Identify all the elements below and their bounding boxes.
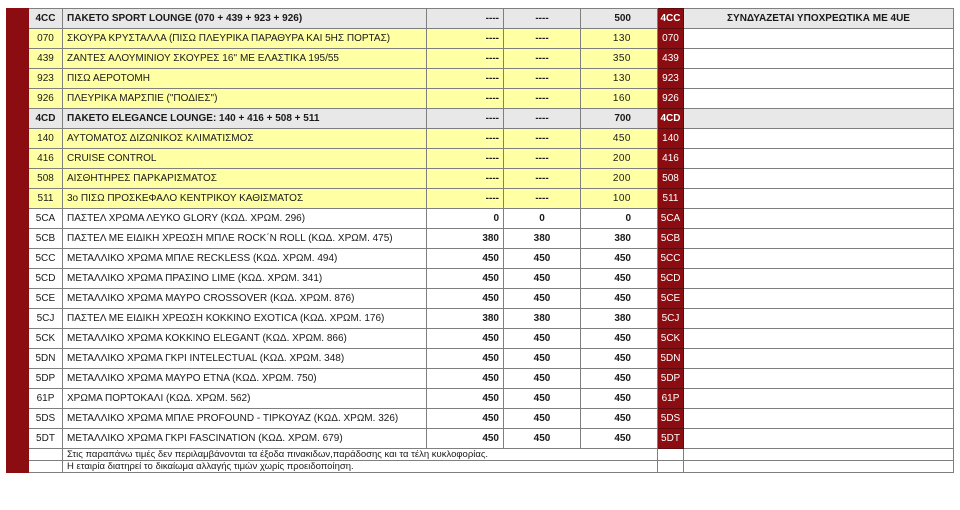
table-row	[7, 389, 954, 409]
option-note	[684, 429, 954, 449]
option-description: 3ο ΠΙΣΩ ΠΡΟΣΚΕΦΑΛΟ ΚΕΝΤΡΙΚΟΥ ΚΑΘΙΣΜΑΤΟΣ	[63, 189, 427, 209]
option-note	[684, 269, 954, 289]
price-column-1: 0	[427, 209, 504, 229]
price-column-1: 450	[427, 289, 504, 309]
option-code: 5CC	[29, 249, 63, 269]
row-marker-strip	[7, 349, 29, 369]
table-row	[7, 249, 954, 269]
option-code: 5DT	[29, 429, 63, 449]
option-code: 4CC	[29, 9, 63, 29]
price-column-1: 450	[427, 369, 504, 389]
option-code: 5CD	[29, 269, 63, 289]
row-marker-strip	[7, 189, 29, 209]
table-row	[7, 309, 954, 329]
price-column-2: ----	[504, 109, 581, 129]
price-column-2: ----	[504, 69, 581, 89]
price-column-1: 450	[427, 349, 504, 369]
option-note	[684, 289, 954, 309]
option-note	[684, 349, 954, 369]
option-description: ΜΕΤΑΛΛΙΚΟ ΧΡΩΜΑ ΜΑΥΡΟ CROSSOVER (ΚΩΔ. ΧΡΩΜ. 876)	[63, 289, 427, 309]
price-column-1: ----	[427, 169, 504, 189]
option-note	[684, 169, 954, 189]
option-description: ΜΕΤΑΛΛΙΚΟ ΧΡΩΜΑ ΜΑΥΡΟ ETNA (ΚΩΔ. ΧΡΩΜ. 750)	[63, 369, 427, 389]
table-row	[7, 109, 954, 129]
price-column-1: ----	[427, 149, 504, 169]
option-note	[684, 69, 954, 89]
option-code: 923	[29, 69, 63, 89]
price-column-3: 500	[581, 9, 658, 29]
price-column-3: 130	[581, 69, 658, 89]
option-code-repeat: 511	[658, 189, 684, 209]
option-note	[684, 109, 954, 129]
option-code-repeat: 508	[658, 169, 684, 189]
price-column-3: 450	[581, 329, 658, 349]
option-note	[684, 409, 954, 429]
price-column-2: 380	[504, 229, 581, 249]
option-note	[684, 249, 954, 269]
price-column-3: 450	[581, 249, 658, 269]
table-row	[7, 289, 954, 309]
row-marker-strip	[7, 249, 29, 269]
row-marker-strip	[7, 109, 29, 129]
footer-blank-cell	[29, 461, 63, 473]
option-description: CRUISE CONTROL	[63, 149, 427, 169]
price-column-3: 450	[581, 129, 658, 149]
price-column-1: ----	[427, 49, 504, 69]
price-column-2: 450	[504, 429, 581, 449]
price-column-1: 380	[427, 229, 504, 249]
price-column-2: 450	[504, 369, 581, 389]
option-description: ΖΑΝΤΕΣ ΑΛΟΥΜΙΝΙΟΥ ΣΚΟΥΡΕΣ 16'' ΜΕ ΕΛΑΣΤΙΚΑ 195/55	[63, 49, 427, 69]
option-description: ΠΛΕΥΡΙΚΑ ΜΑΡΣΠΙΕ ("ΠΟΔΙΕΣ")	[63, 89, 427, 109]
option-description: ΠΑΣΤΕΛ ΜΕ ΕΙΔΙΚΗ ΧΡΕΩΣΗ ΚΟΚΚΙΝΟ EXOTICA (ΚΩΔ. ΧΡΩΜ. 176)	[63, 309, 427, 329]
price-list-table	[6, 8, 954, 473]
price-column-2: 450	[504, 269, 581, 289]
price-column-2: 450	[504, 329, 581, 349]
table-row	[7, 229, 954, 249]
price-column-2: 450	[504, 409, 581, 429]
option-description: ΠΑΚΕΤΟ ELEGANCE LOUNGE: 140 + 416 + 508 + 511	[63, 109, 427, 129]
option-note	[684, 129, 954, 149]
option-code: 4CD	[29, 109, 63, 129]
option-description: ΜΕΤΑΛΛΙΚΟ ΧΡΩΜΑ ΜΠΛΕ PROFOUND - ΤΙΡΚΟΥΑΖ (ΚΩΔ. ΧΡΩΜ. 326)	[63, 409, 427, 429]
option-code-repeat: 5CJ	[658, 309, 684, 329]
price-column-1: ----	[427, 29, 504, 49]
option-code: 511	[29, 189, 63, 209]
price-column-1: ----	[427, 89, 504, 109]
option-note	[684, 49, 954, 69]
option-note: ΣΥΝΔΥΑΖΕΤΑΙ ΥΠΟΧΡΕΩΤΙΚΑ ΜΕ 4UE	[684, 9, 954, 29]
option-code: 5CK	[29, 329, 63, 349]
row-marker-strip	[7, 49, 29, 69]
price-list-body	[7, 9, 954, 473]
option-code: 5DN	[29, 349, 63, 369]
option-description: ΠΑΣΤΕΛ ΧΡΩΜΑ ΛΕΥΚΟ GLORY (ΚΩΔ. ΧΡΩΜ. 296)	[63, 209, 427, 229]
table-row	[7, 429, 954, 449]
price-column-1: 450	[427, 429, 504, 449]
option-code-repeat: 923	[658, 69, 684, 89]
price-column-2: 450	[504, 349, 581, 369]
row-marker-strip	[7, 329, 29, 349]
row-marker-strip	[7, 409, 29, 429]
row-marker-strip	[7, 309, 29, 329]
table-row	[7, 129, 954, 149]
row-marker-strip	[7, 29, 29, 49]
price-column-3: 0	[581, 209, 658, 229]
price-column-1: 380	[427, 309, 504, 329]
option-code-repeat: 5DN	[658, 349, 684, 369]
option-description: ΠΙΣΩ ΑΕΡΟΤΟΜΗ	[63, 69, 427, 89]
option-code: 5CJ	[29, 309, 63, 329]
option-code-repeat: 5CE	[658, 289, 684, 309]
price-column-2: ----	[504, 9, 581, 29]
price-column-2: 450	[504, 289, 581, 309]
row-marker-strip	[7, 369, 29, 389]
option-code: 416	[29, 149, 63, 169]
price-column-3: 130	[581, 29, 658, 49]
option-code-repeat: 5CK	[658, 329, 684, 349]
option-note	[684, 329, 954, 349]
row-marker-strip	[7, 429, 29, 449]
option-code-repeat: 4CC	[658, 9, 684, 29]
option-code-repeat: 61P	[658, 389, 684, 409]
table-row	[7, 149, 954, 169]
option-code: 439	[29, 49, 63, 69]
price-column-1: ----	[427, 129, 504, 149]
price-column-3: 450	[581, 409, 658, 429]
table-row	[7, 369, 954, 389]
option-code: 070	[29, 29, 63, 49]
option-code-repeat: 926	[658, 89, 684, 109]
price-column-1: 450	[427, 409, 504, 429]
row-marker-strip	[7, 129, 29, 149]
price-column-3: 450	[581, 289, 658, 309]
price-column-2: ----	[504, 169, 581, 189]
table-row	[7, 349, 954, 369]
row-marker-strip	[7, 89, 29, 109]
price-column-2: ----	[504, 89, 581, 109]
option-code: 926	[29, 89, 63, 109]
option-description: ΑΙΣΘΗΤΗΡΕΣ ΠΑΡΚΑΡΙΣΜΑΤΟΣ	[63, 169, 427, 189]
option-code-repeat: 5CB	[658, 229, 684, 249]
option-code-repeat: 140	[658, 129, 684, 149]
option-code-repeat: 4CD	[658, 109, 684, 129]
price-column-3: 200	[581, 169, 658, 189]
table-row	[7, 9, 954, 29]
option-code-repeat: 416	[658, 149, 684, 169]
price-column-1: 450	[427, 269, 504, 289]
price-column-1: ----	[427, 69, 504, 89]
price-column-2: 450	[504, 249, 581, 269]
row-marker-strip	[7, 69, 29, 89]
price-column-3: 380	[581, 229, 658, 249]
price-column-3: 450	[581, 429, 658, 449]
option-description: ΜΕΤΑΛΛΙΚΟ ΧΡΩΜΑ ΠΡΑΣΙΝΟ LIME (ΚΩΔ. ΧΡΩΜ. 341)	[63, 269, 427, 289]
option-code-repeat: 5DP	[658, 369, 684, 389]
footer-blank-cell	[658, 461, 684, 473]
option-description: ΠΑΣΤΕΛ ΜΕ ΕΙΔΙΚΗ ΧΡΕΩΣΗ ΜΠΛΕ ROCK΄Ν ROLL (ΚΩΔ. ΧΡΩΜ. 475)	[63, 229, 427, 249]
option-code-repeat: 5CD	[658, 269, 684, 289]
option-code: 5CE	[29, 289, 63, 309]
table-row	[7, 29, 954, 49]
option-code-repeat: 5CA	[658, 209, 684, 229]
option-code: 5CB	[29, 229, 63, 249]
table-row	[7, 329, 954, 349]
table-row	[7, 409, 954, 429]
option-description: ΜΕΤΑΛΛΙΚΟ ΧΡΩΜΑ ΓΚΡΙ INTELECTUAL (ΚΩΔ. ΧΡΩΜ. 348)	[63, 349, 427, 369]
price-column-1: 450	[427, 389, 504, 409]
option-note	[684, 189, 954, 209]
option-note	[684, 309, 954, 329]
table-row	[7, 169, 954, 189]
table-row	[7, 269, 954, 289]
row-marker-strip	[7, 9, 29, 29]
footer-note: Στις παραπάνω τιμές δεν περιλαμβάνονται τα έξοδα πινακιδων,παράδοσης και τα τέλη κυκλοφορίας.	[63, 449, 658, 461]
option-code-repeat: 5DT	[658, 429, 684, 449]
price-column-1: ----	[427, 109, 504, 129]
price-column-3: 700	[581, 109, 658, 129]
price-column-3: 160	[581, 89, 658, 109]
option-note	[684, 89, 954, 109]
price-column-2: 0	[504, 209, 581, 229]
row-marker-strip	[7, 461, 29, 473]
price-column-3: 200	[581, 149, 658, 169]
table-row	[7, 49, 954, 69]
footer-blank-cell	[684, 461, 954, 473]
option-note	[684, 229, 954, 249]
footer-note-row	[7, 449, 954, 461]
price-column-3: 350	[581, 49, 658, 69]
price-column-1: ----	[427, 9, 504, 29]
option-description: ΜΕΤΑΛΛΙΚΟ ΧΡΩΜΑ ΚΟΚΚΙΝΟ ELEGANT (ΚΩΔ. ΧΡΩΜ. 866)	[63, 329, 427, 349]
price-column-1: 450	[427, 329, 504, 349]
price-column-3: 450	[581, 349, 658, 369]
option-code: 140	[29, 129, 63, 149]
option-code: 61P	[29, 389, 63, 409]
price-column-3: 450	[581, 369, 658, 389]
row-marker-strip	[7, 169, 29, 189]
price-column-3: 450	[581, 389, 658, 409]
price-column-3: 380	[581, 309, 658, 329]
row-marker-strip	[7, 209, 29, 229]
option-note	[684, 149, 954, 169]
row-marker-strip	[7, 389, 29, 409]
price-column-3: 100	[581, 189, 658, 209]
row-marker-strip	[7, 269, 29, 289]
price-column-2: ----	[504, 189, 581, 209]
price-column-2: 450	[504, 389, 581, 409]
option-note	[684, 29, 954, 49]
option-description: ΠΑΚΕΤΟ SPORT LOUNGE (070 + 439 + 923 + 926)	[63, 9, 427, 29]
price-column-2: 380	[504, 309, 581, 329]
option-note	[684, 389, 954, 409]
table-row	[7, 89, 954, 109]
option-code: 5DS	[29, 409, 63, 429]
option-code-repeat: 5DS	[658, 409, 684, 429]
row-marker-strip	[7, 289, 29, 309]
row-marker-strip	[7, 449, 29, 461]
price-column-2: ----	[504, 49, 581, 69]
option-note	[684, 209, 954, 229]
option-description: ΑΥΤΟΜΑΤΟΣ ΔΙΖΩΝΙΚΟΣ ΚΛΙΜΑΤΙΣΜΟΣ	[63, 129, 427, 149]
footer-note-row	[7, 461, 954, 473]
footer-blank-cell	[684, 449, 954, 461]
option-code: 5CA	[29, 209, 63, 229]
row-marker-strip	[7, 149, 29, 169]
footer-note: Η εταιρία διατηρεί το δικαίωμα αλλαγής τιμών χωρίς προειδοποίηση.	[63, 461, 658, 473]
option-description: ΧΡΩΜΑ ΠΟΡΤΟΚΑΛΙ (ΚΩΔ. ΧΡΩΜ. 562)	[63, 389, 427, 409]
table-row	[7, 69, 954, 89]
table-row	[7, 189, 954, 209]
option-description: ΣΚΟΥΡΑ ΚΡΥΣΤΑΛΛΑ (ΠΙΣΩ ΠΛΕΥΡΙΚΑ ΠΑΡΑΘΥΡΑ ΚΑΙ 5ΗΣ ΠΟΡΤΑΣ)	[63, 29, 427, 49]
option-note	[684, 369, 954, 389]
option-code-repeat: 070	[658, 29, 684, 49]
option-code: 5DP	[29, 369, 63, 389]
footer-blank-cell	[29, 449, 63, 461]
option-description: ΜΕΤΑΛΛΙΚΟ ΧΡΩΜΑ ΜΠΛΕ RECKLESS (ΚΩΔ. ΧΡΩΜ. 494)	[63, 249, 427, 269]
option-description: ΜΕΤΑΛΛΙΚΟ ΧΡΩΜΑ ΓΚΡΙ FASCINATION (ΚΩΔ. ΧΡΩΜ. 679)	[63, 429, 427, 449]
option-code-repeat: 5CC	[658, 249, 684, 269]
table-row	[7, 209, 954, 229]
option-code: 508	[29, 169, 63, 189]
price-column-2: ----	[504, 29, 581, 49]
price-column-1: 450	[427, 249, 504, 269]
row-marker-strip	[7, 229, 29, 249]
price-column-2: ----	[504, 149, 581, 169]
price-column-2: ----	[504, 129, 581, 149]
option-code-repeat: 439	[658, 49, 684, 69]
price-column-3: 450	[581, 269, 658, 289]
footer-blank-cell	[658, 449, 684, 461]
price-column-1: ----	[427, 189, 504, 209]
